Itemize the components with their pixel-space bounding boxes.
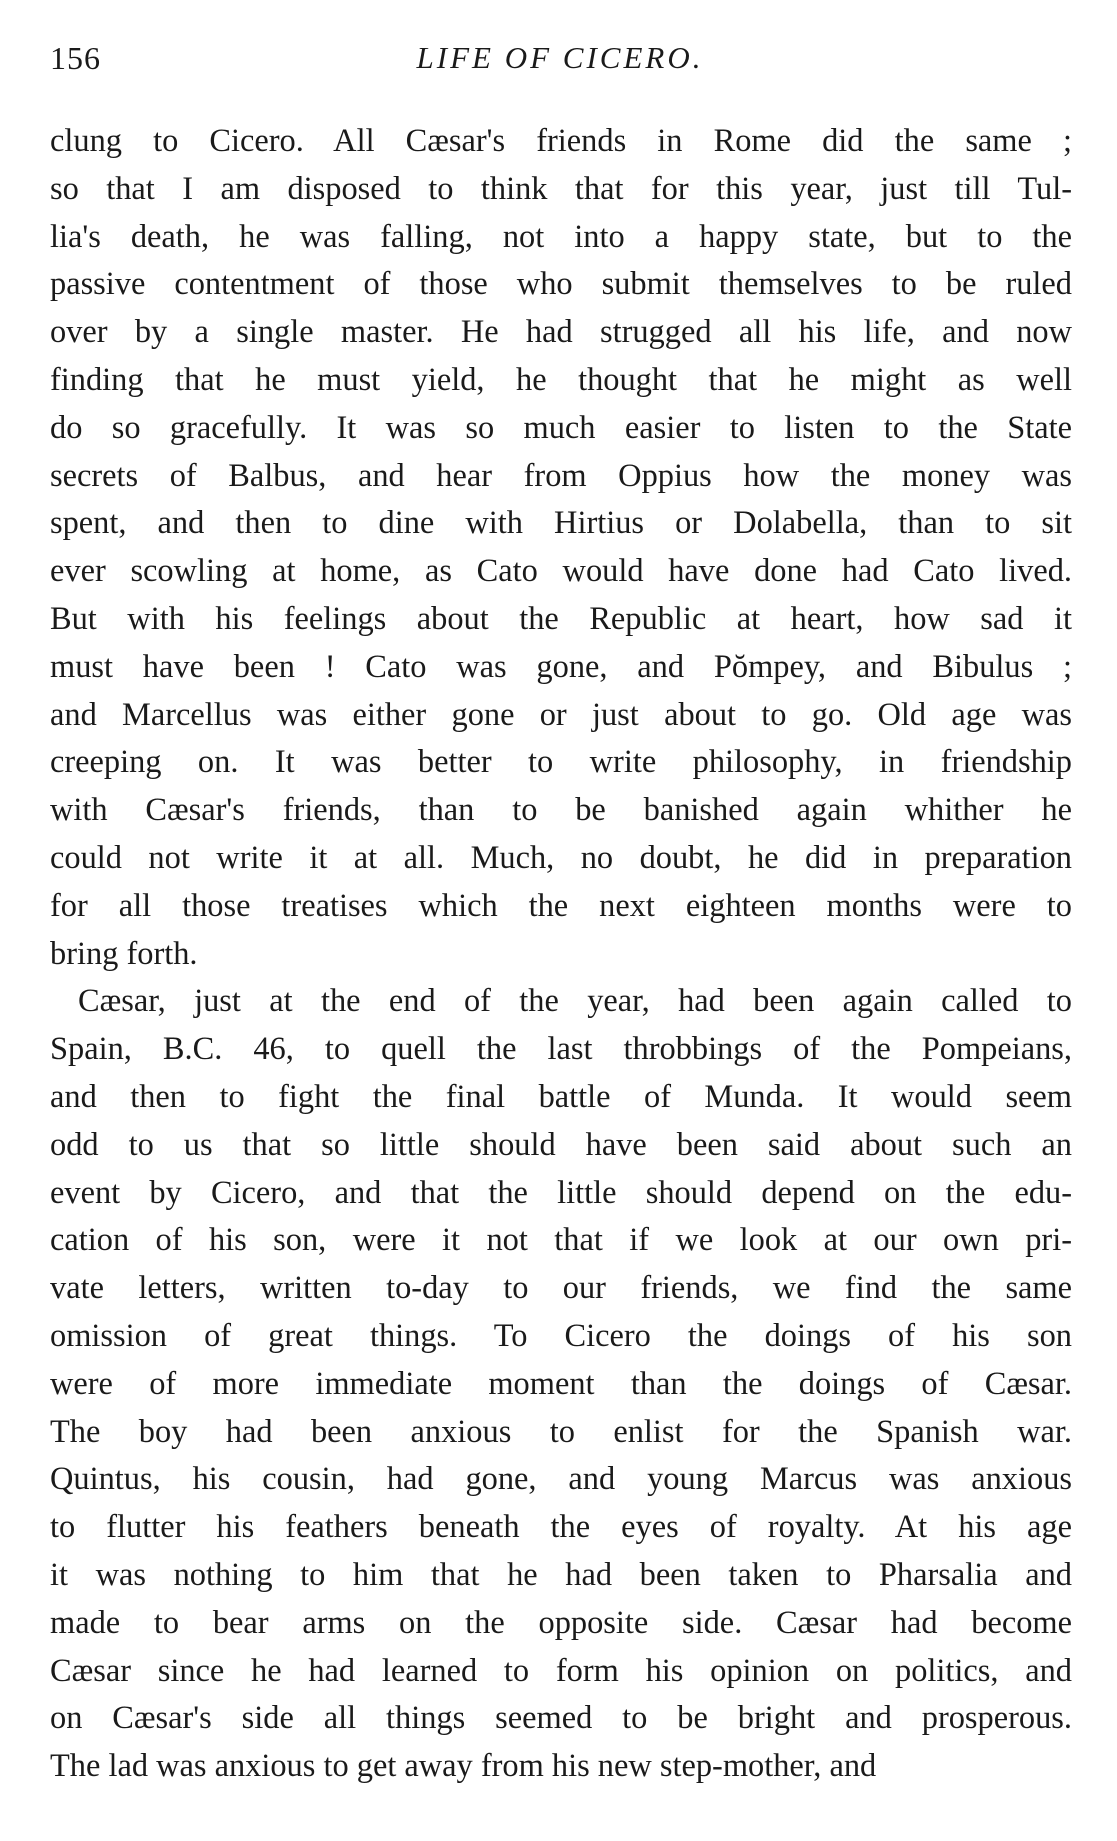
text-line: it was nothing to him that he had been taken to Pharsalia and [50, 1556, 1072, 1593]
text-line: so that I am disposed to think that for this year, just till Tul- [50, 170, 1072, 207]
running-title: LIFE OF CICERO. [416, 40, 704, 75]
text-line: The lad was anxious to get away from his new step-mother, and [50, 1748, 877, 1785]
text-line: spent, and then to dine with Hirtius or Dolabella, than to sit [50, 505, 1072, 542]
text-line: were of more immediate moment than the doings of Cæsar. [50, 1365, 1072, 1402]
text-line: made to bear arms on the opposite side. Cæsar had become [50, 1604, 1072, 1641]
page-number: 156 [50, 40, 101, 76]
text-line: vate letters, written to-day to our friends, we find the same [50, 1270, 1072, 1307]
paragraph [50, 978, 1072, 1791]
text-line: Cæsar since he had learned to form his opinion on politics, and [50, 1652, 1072, 1689]
text-line: event by Cicero, and that the little should depend on the edu- [50, 1174, 1072, 1211]
text-line: bring forth. [50, 935, 198, 972]
text-line: creeping on. It was better to write philosophy, in friendship [50, 744, 1072, 781]
text-line: ever scowling at home, as Cato would have done had Cato lived. [50, 553, 1072, 590]
text-line: Cæsar, just at the end of the year, had been again called to [78, 983, 1072, 1020]
text-line: over by a single master. He had strugged all his life, and now [50, 314, 1072, 351]
text-line: But with his feelings about the Republic at heart, how sad it [50, 600, 1072, 637]
text-line: and then to fight the final battle of Munda. It would seem [50, 1078, 1072, 1115]
text-line: Quintus, his cousin, had gone, and young Marcus was anxious [50, 1461, 1072, 1498]
text-line: omission of great things. To Cicero the doings of his son [50, 1317, 1072, 1354]
body-text [50, 118, 1072, 1791]
text-line: The boy had been anxious to enlist for the Spanish war. [50, 1413, 1072, 1450]
text-line: could not write it at all. Much, no doubt, he did in preparation [50, 839, 1072, 876]
text-line: finding that he must yield, he thought that he might as well [50, 361, 1072, 398]
text-line: cation of his son, were it not that if we look at our own pri- [50, 1222, 1072, 1259]
text-line: must have been ! Cato was gone, and Pŏmpey, and Bibulus ; [50, 648, 1072, 685]
text-line: clung to Cicero. All Cæsar's friends in Rome did the same ; [50, 123, 1072, 159]
text-line: passive contentment of those who submit themselves to be ruled [50, 266, 1072, 303]
text-line: Spain, B.C. 46, to quell the last throbbings of the Pompeians, [50, 1031, 1072, 1068]
text-line: and Marcellus was either gone or just about to go. Old age was [50, 696, 1072, 733]
text-line: odd to us that so little should have been said about such an [50, 1126, 1072, 1163]
text-line: on Cæsar's side all things seemed to be bright and prosperous. [50, 1700, 1072, 1737]
text-line: secrets of Balbus, and hear from Oppius how the money was [50, 457, 1072, 494]
text-line: lia's death, he was falling, not into a happy state, but to the [50, 218, 1072, 255]
text-line: with Cæsar's friends, than to be banished again whither he [50, 792, 1072, 829]
text-line: for all those treatises which the next eighteen months were to [50, 887, 1072, 924]
paragraph [50, 118, 1072, 978]
text-line: to flutter his feathers beneath the eyes of royalty. At his age [50, 1509, 1072, 1546]
text-line: do so gracefully. It was so much easier to listen to the State [50, 409, 1072, 446]
page-header [50, 40, 1070, 84]
